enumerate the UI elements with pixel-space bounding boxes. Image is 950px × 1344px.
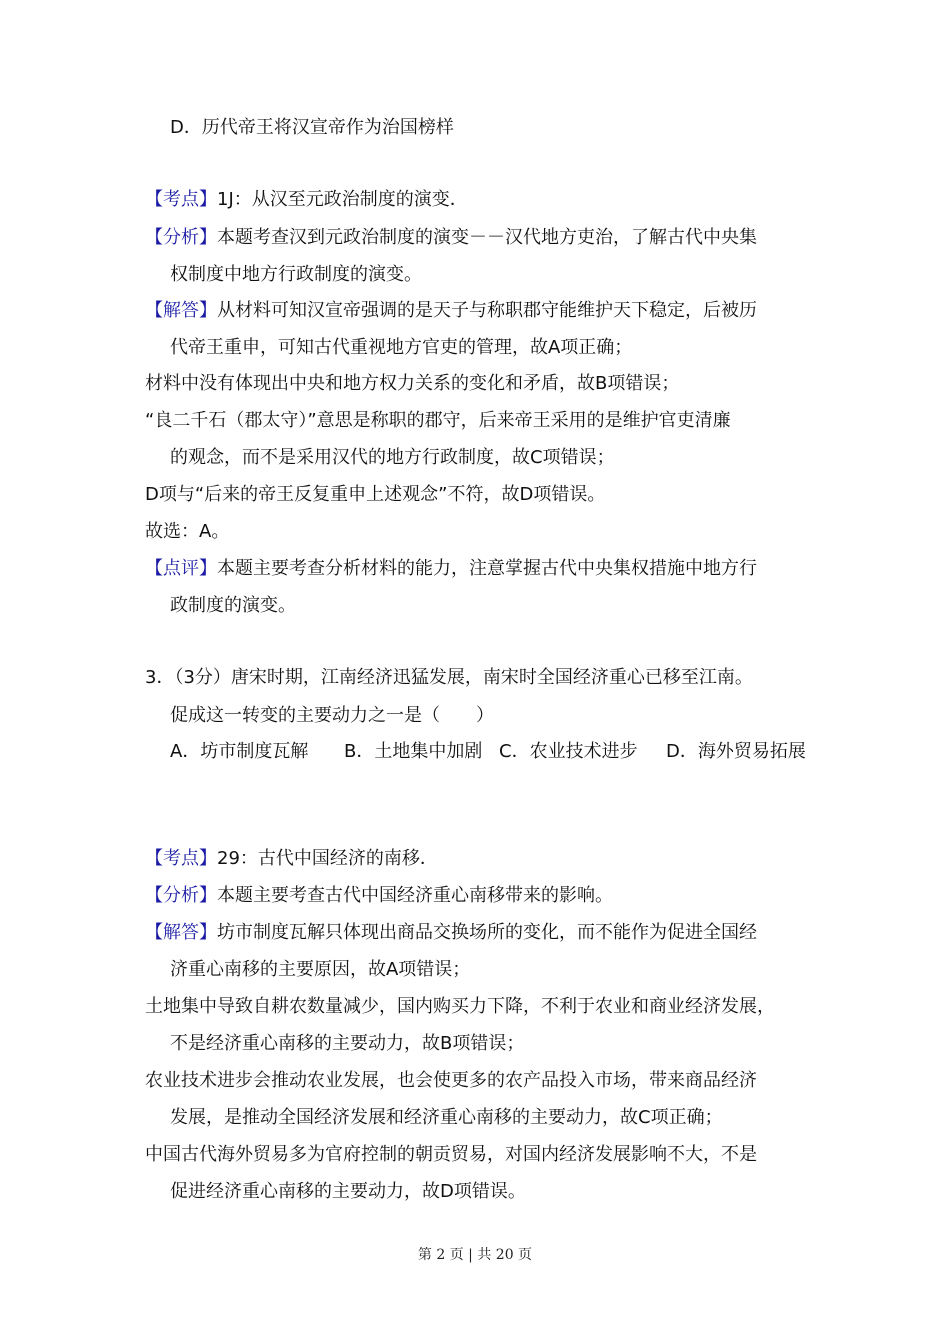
- fenxi-text: 本题主要考查古代中国经济重心南移带来的影响。: [217, 885, 613, 906]
- q3-option-d: D．海外贸易拓展: [666, 741, 806, 762]
- q3-stem-cont: 促成这一转变的主要动力之一是（ ）: [170, 705, 494, 726]
- q2-line-d: D项与“后来的帝王反复重申上述观念”不符，故D项错误。: [145, 484, 606, 505]
- fenxi-tag: 【分析】: [145, 227, 217, 248]
- jieda-tag: 【解答】: [145, 922, 217, 943]
- q3-line-d: 中国古代海外贸易多为官府控制的朝贡贸易，对国内经济发展影响不大，不是: [145, 1144, 757, 1165]
- dianping-text: 本题主要考查分析材料的能力，注意掌握古代中央集权措施中地方行: [217, 558, 757, 579]
- q2-kaodian: [145, 188, 468, 212]
- q3-line-b: 土地集中导致自耕农数量减少，国内购买力下降，不利于农业和商业经济发展，: [145, 996, 775, 1017]
- q3-jieda: [145, 921, 757, 945]
- q2-jieda: [145, 299, 757, 323]
- q3-stem: 3．（3分）唐宋时期，江南经济迅猛发展，南宋时全国经济重心已移至江南。: [145, 667, 753, 688]
- page-footer: 第 2 页 | 共 20 页: [417, 1247, 533, 1263]
- fenxi-text: 本题考查汉到元政治制度的演变－－汉代地方吏治，了解古代中央集: [217, 227, 757, 248]
- fenxi-tag: 【分析】: [145, 885, 217, 906]
- jieda-tag: 【解答】: [145, 300, 217, 321]
- q3-line-c-cont: 发展，是推动全国经济发展和经济重心南移的主要动力，故C项正确；: [170, 1107, 723, 1128]
- q3-line-b-cont: 不是经济重心南移的主要动力，故B项错误；: [170, 1033, 525, 1054]
- q2-line-b: 材料中没有体现出中央和地方权力关系的变化和矛盾，故B项错误；: [145, 373, 680, 394]
- q3-jieda-cont: 济重心南移的主要原因，故A项错误；: [170, 959, 471, 980]
- q2-jieda-cont: 代帝王重申，可知古代重视地方官吏的管理，故A项正确；: [170, 337, 633, 358]
- q2-fenxi: [145, 226, 757, 250]
- q3-option-a: A．坊市制度瓦解: [170, 741, 309, 762]
- q3-option-c: C．农业技术进步: [499, 741, 638, 762]
- kaodian-text: 1J：从汉至元政治制度的演变．: [217, 189, 468, 210]
- q3-line-c: 农业技术进步会推动农业发展，也会使更多的农产品投入市场，带来商品经济: [145, 1070, 757, 1091]
- kaodian-tag: 【考点】: [145, 189, 217, 210]
- q3-option-b: B．土地集中加剧: [344, 741, 483, 762]
- jieda-text: 从材料可知汉宣帝强调的是天子与称职郡守能维护天下稳定，后被历: [217, 300, 757, 321]
- q3-fenxi: [145, 884, 613, 908]
- jieda-text: 坊市制度瓦解只体现出商品交换场所的变化，而不能作为促进全国经: [217, 922, 757, 943]
- q2-option-d: D．历代帝王将汉宣帝作为治国榜样: [170, 117, 454, 138]
- q2-dianping: [145, 557, 757, 581]
- q2-line-c-cont: 的观念，而不是采用汉代的地方行政制度，故C项错误；: [170, 447, 615, 468]
- kaodian-text: 29：古代中国经济的南移．: [217, 848, 438, 869]
- q2-fenxi-cont: 权制度中地方行政制度的演变。: [170, 264, 422, 285]
- q3-kaodian: [145, 847, 438, 871]
- dianping-tag: 【点评】: [145, 558, 217, 579]
- q2-dianping-cont: 政制度的演变。: [170, 595, 296, 616]
- q3-options: [170, 740, 806, 764]
- q2-answer: 故选：A。: [145, 521, 230, 542]
- q3-line-d-cont: 促进经济重心南移的主要动力，故D项错误。: [170, 1181, 526, 1202]
- kaodian-tag: 【考点】: [145, 848, 217, 869]
- q2-line-c: “良二千石（郡太守）”意思是称职的郡守，后来帝王采用的是维护官吏清廉: [145, 410, 731, 431]
